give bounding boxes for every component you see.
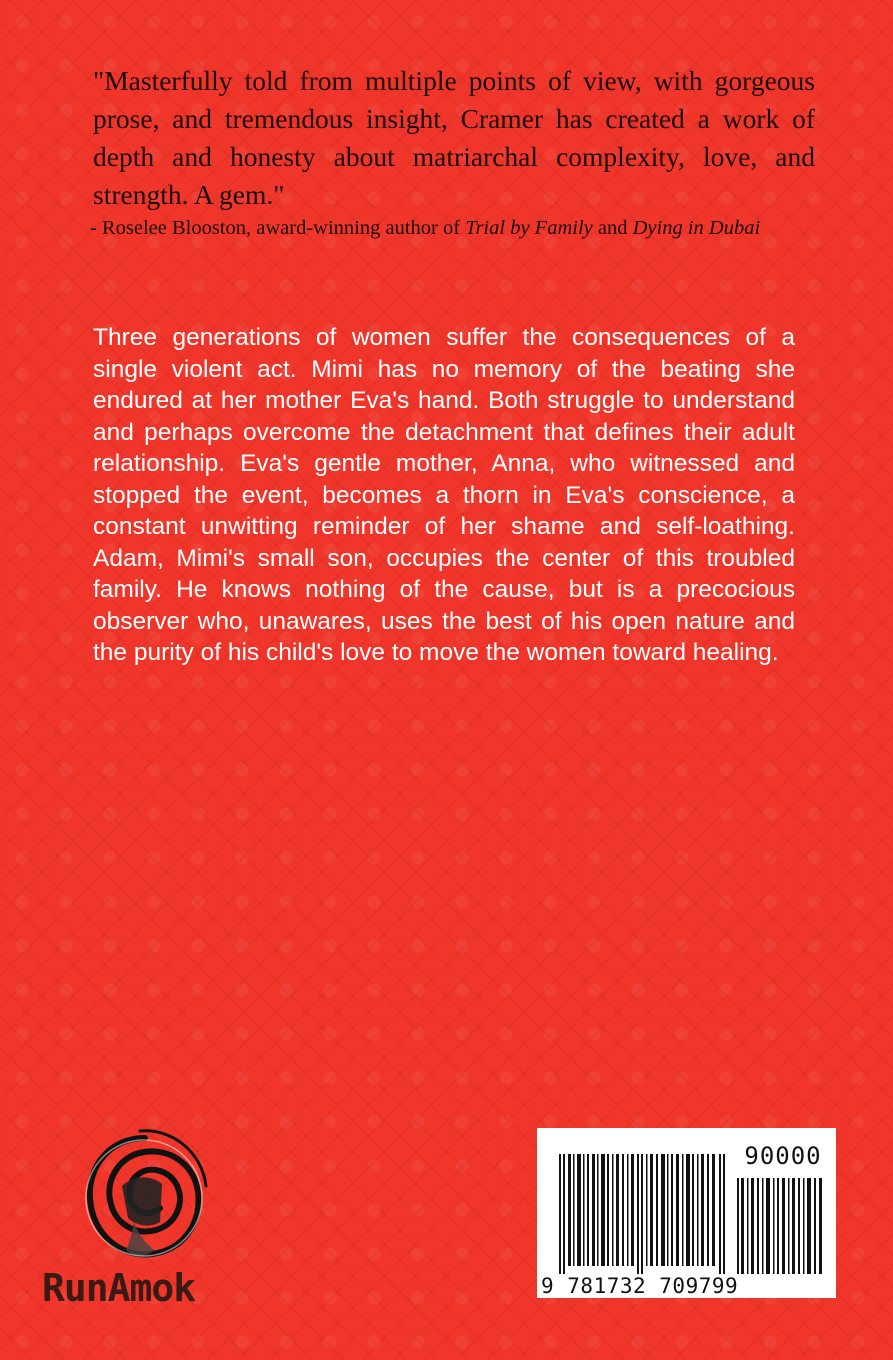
barcode-bars [559,1154,727,1274]
isbn-number: 9 781732 709799 [541,1274,739,1298]
book-blurb: Three generations of women suffer the consequences of a single violent act. Mimi has no memory of the beating she endured at her mother Eva's hand. Both struggle to understand and perhaps overcome the detachment that defines their adult relationship. Eva's gentle mother, Anna, who witnessed and stopped the event, becomes a thorn in Eva's conscience, a constant unwitting reminder of her shame and self-loathing. Adam, Mimi's small son, occupies the center of this troubled family. He knows nothing of the cause, but is a precocious observer who, unawares, uses the best of his open nature and the purity of his child's love to move the women toward healing. [93,324,795,666]
review-quote: "Masterfully told from multiple points of view, with gorgeous prose, and tremendous insight, Cramer has created a work of depth and honesty about matriarchal complexity, love, and strength. A gem." [93,65,815,210]
publisher-name: RunAmok [42,1266,196,1310]
addon-barcode-bars [737,1178,825,1274]
attribution-title-1: Trial by Family [465,217,593,239]
publisher-logo [40,1120,250,1320]
attribution-conjunction: and [592,217,633,239]
attribution-author: - Roselee Blooston, award-winning author of [90,217,466,239]
swirl-logo-icon [80,1126,210,1276]
price-code: 90000 [744,1142,822,1170]
quote-attribution [90,214,825,242]
attribution-title-2: Dying in Dubai [632,217,761,239]
isbn-barcode [537,1128,836,1298]
